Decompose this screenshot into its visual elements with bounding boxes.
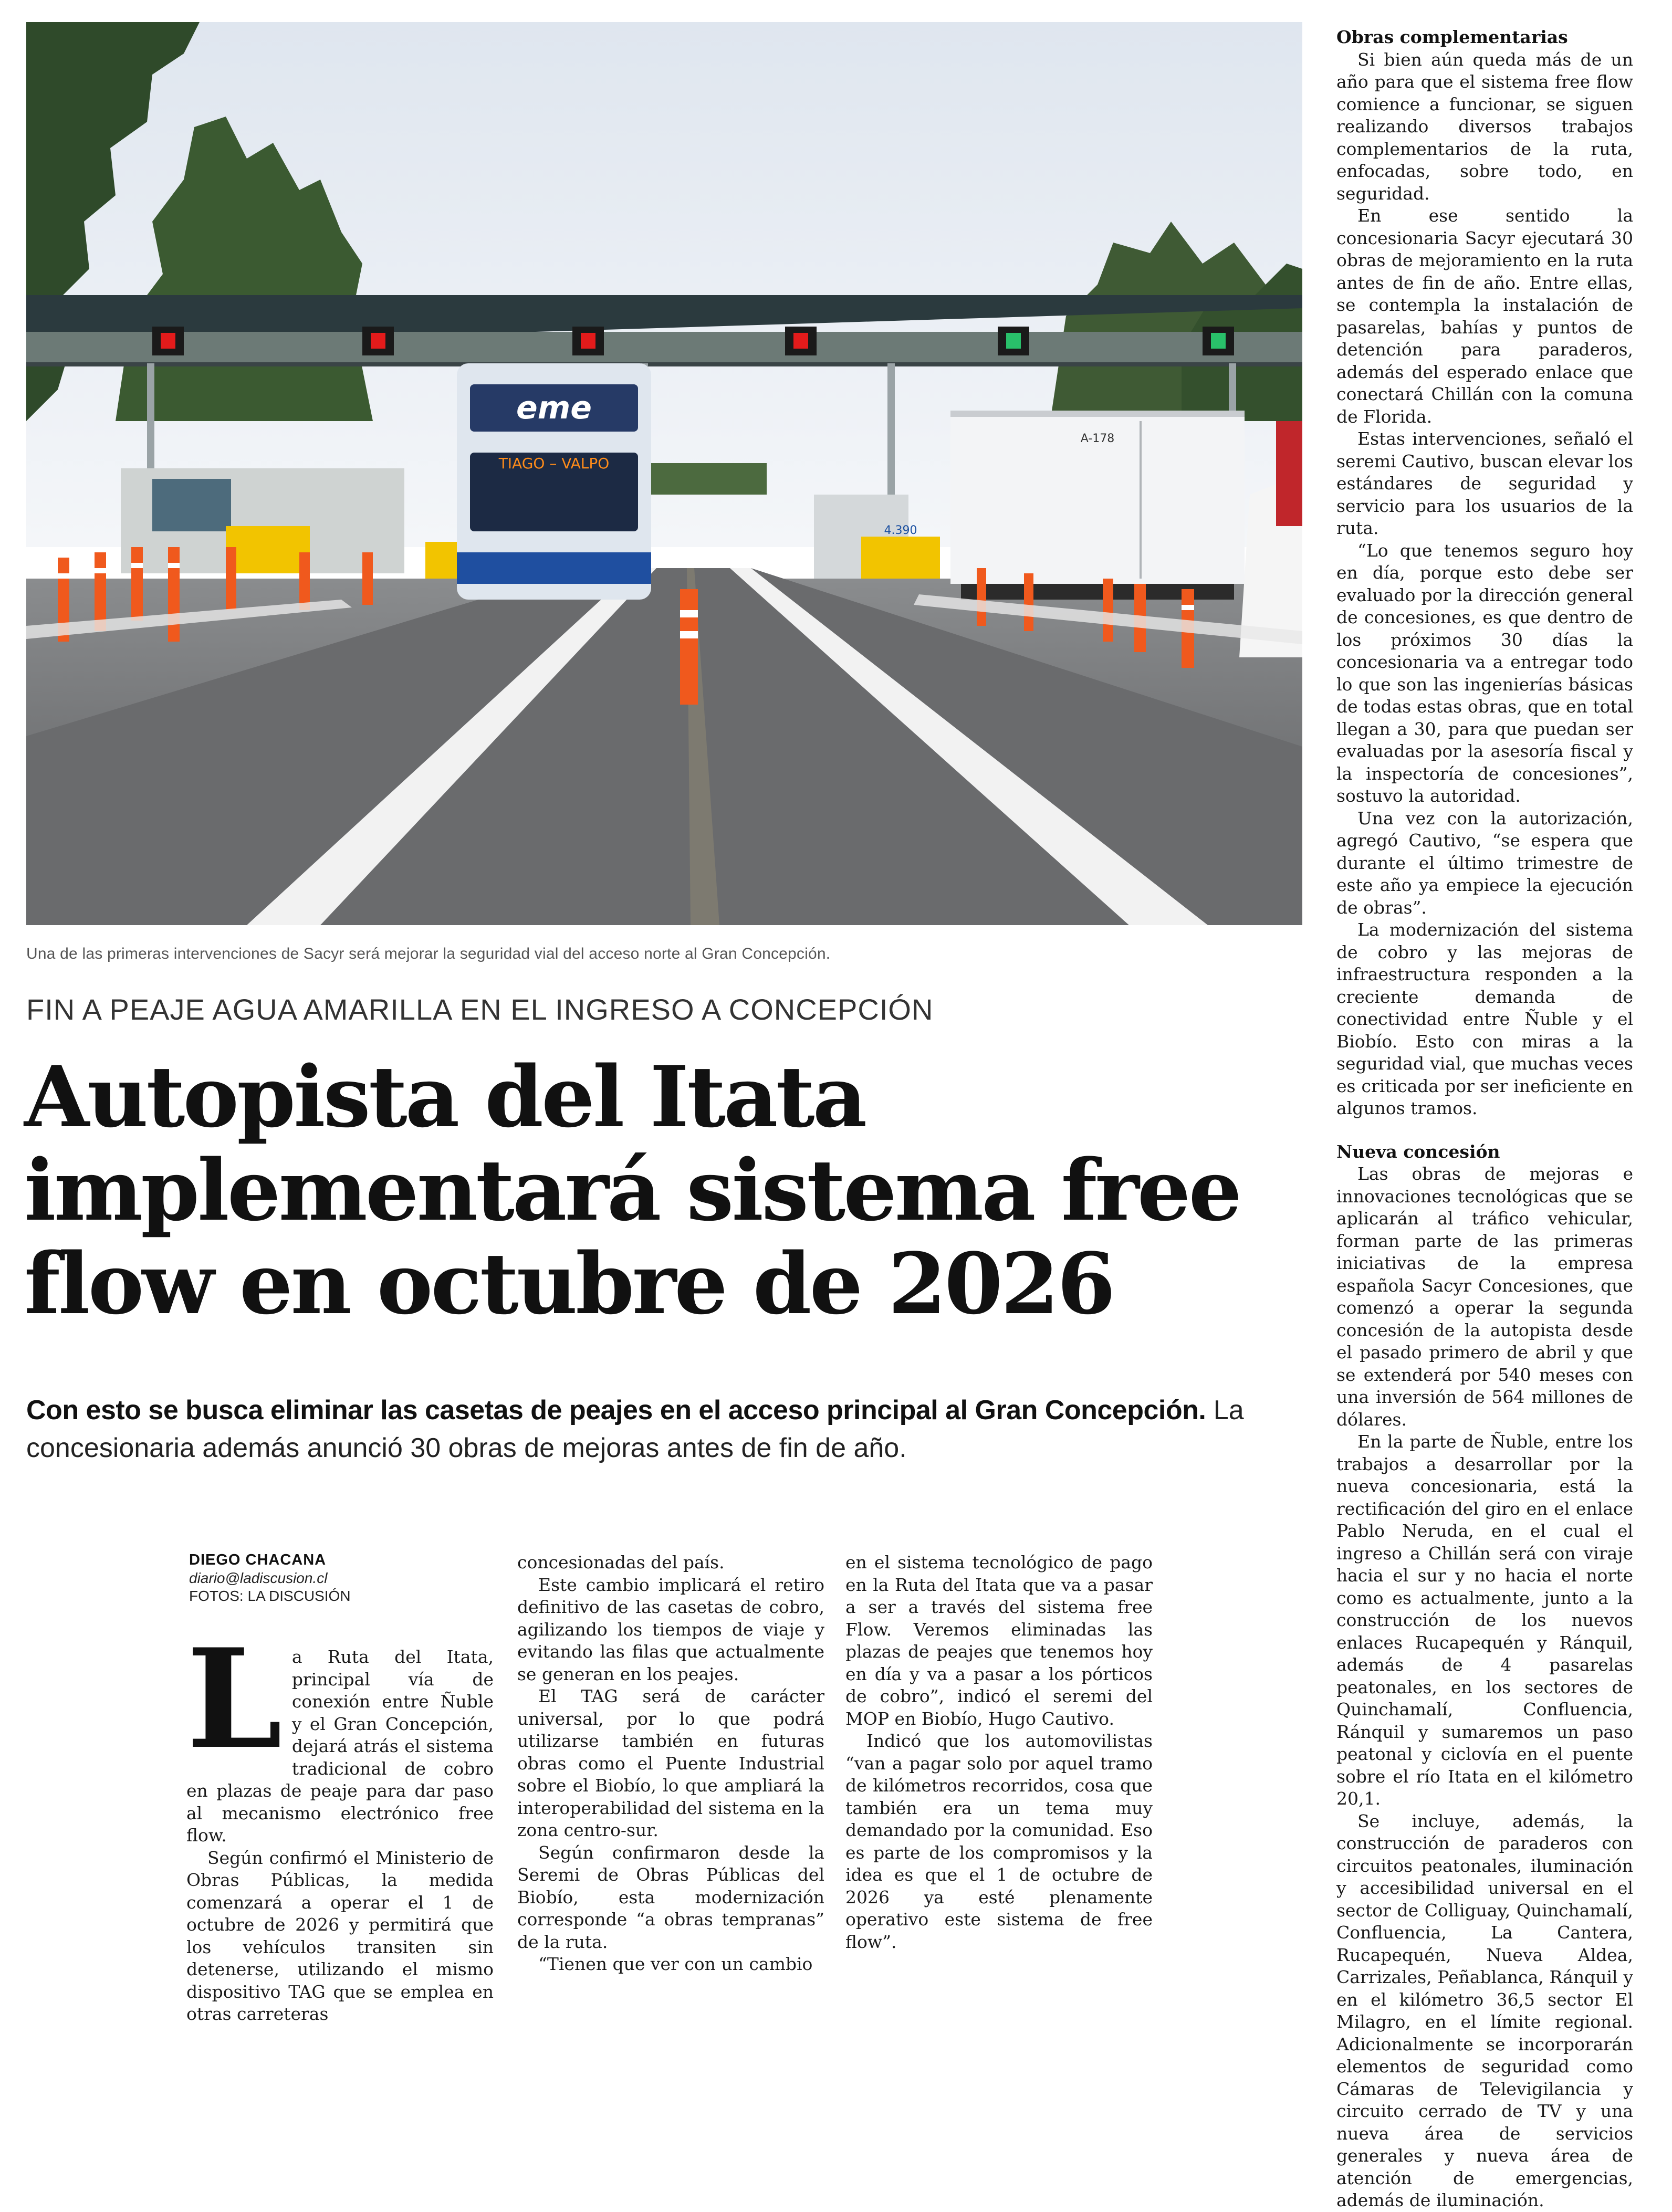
- paragraph: Indicó que los automovilistas “van a pagar solo por aquel tramo de kilómetros recorridos, cosa que también era un tema muy demandado por la comunidad. Eso es parte de los compromisos y la idea es que el 1 de octubre de 2026 ya esté plenamente operativo este sistema de free flow”.: [845, 1731, 1153, 1952]
- paragraph: “Tienen que ver con un cambio: [538, 1954, 813, 1974]
- paragraph: en el sistema tecnológico de pago en la Ruta del Itata que va a pasar a ser a través del sistema free Flow. Veremos eliminadas las plazas de peajes que tenemos hoy en día y va a pasar a los pórticos de cobro”, indicó el seremi del MOP en Biobío, Hugo Cautivo.: [845, 1552, 1153, 1729]
- subhead-obras: Obras complementarias: [1336, 27, 1568, 47]
- paragraph: “Lo que tenemos seguro hoy en día, porque esto debe ser evaluado por la dirección general de concesiones, es que dentro de los próximos 30 días la concesionaria va a entregar todo lo que son las ingenierías básicas de todas estas obras, que en total llegan a 30, para que puedan ser evaluadas por la asesoría fiscal y la inspectoría de concesiones”, sostuvo la autoridad.: [1336, 540, 1633, 806]
- photo-credit: FOTOS: LA DISCUSIÓN: [189, 1588, 351, 1604]
- author-email: diario@ladiscusion.cl: [189, 1570, 328, 1586]
- byline: [189, 1551, 483, 1605]
- deck-lead: Con esto se busca eliminar las casetas de peajes en el acceso principal al Gran Concepción.: [26, 1395, 1206, 1425]
- paragraph: Si bien aún queda más de un año para que el sistema free flow comience a funcionar, se siguen realizando diversos trabajos complementarios de la ruta, enfocadas, sobre todo, en seguridad.: [1336, 49, 1633, 204]
- body-column-4: [1336, 26, 1633, 2212]
- paragraph: Una vez con la autorización, agregó Cautivo, “se espera que durante el último trimestre de este año ya empiece la ejecución de obras”.: [1336, 808, 1633, 918]
- drop-cap: L: [186, 1619, 283, 1779]
- booth-sign: 4.390: [884, 524, 917, 537]
- paragraph: Según confirmó el Ministerio de Obras Públicas, la medida comenzará a operar el 1 de octubre de 2026 y permitirá que los vehículos transiten sin detenerse, utilizando el mismo dispositivo TAG que se emplea en otras carreteras: [186, 1847, 494, 2024]
- body-column-1: [186, 1619, 494, 2026]
- author-name: DIEGO CHACANA: [189, 1551, 327, 1568]
- paragraph: La modernización del sistema de cobro y las mejoras de infraestructura responden a la creciente demanda de conectividad entre Ñuble y el Biobío. Esto con miras a la seguridad vial, que muchas veces es criticada por ser ineficiente en algunos tramos.: [1336, 919, 1633, 1118]
- paragraph: Este cambio implicará el retiro definitivo de las casetas de cobro, agilizando los tiempos de viaje y evitando las filas que actualmente se generan en los peajes.: [517, 1574, 824, 1684]
- paragraph: Según confirmaron desde la Seremi de Obras Públicas del Biobío, esta modernización corresponde “a obras tempranas” de la ruta.: [517, 1842, 824, 1952]
- paragraph: Estas intervenciones, señaló el seremi Cautivo, buscan elevar los estándares de seguridad y servicio para los usuarios de la ruta.: [1336, 428, 1633, 538]
- deck: [26, 1391, 1302, 1467]
- paragraph: En la parte de Ñuble, entre los trabajos a desarrollar por la nueva concesionaria, está la rectificación del giro en el enlace Pablo Neruda, en el cual el ingreso a Chillán será con viraje hacia el sur y no hacia el norte como es actualmente, junto a la construcción de los nuevos enlaces Rucapequén y Ránquil, además de 4 pasarelas peatonales, en los sectores de Quinchamalí, Confluencia, Ránquil y sumaremos un paso peatonal y ciclovía en el puente sobre el río Itata en el kilómetro 20,1.: [1336, 1431, 1633, 1809]
- paragraph: Las obras de mejoras e innovaciones tecnológicas que se aplicarán al tráfico vehicular, forman parte de las primeras iniciativas de la empresa española Sacyr Concesiones, que comenzó a operar la segunda concesión de la autopista desde el pasado primero de abril y que se extenderá por 540 meses con una inversión de 564 millones de dólares.: [1336, 1163, 1633, 1430]
- deck-rest: La concesionaria además anunció 30 obras de mejoras antes de fin de año.: [26, 1395, 1244, 1463]
- headline: [24, 1047, 1316, 1333]
- truck-plate: A-178: [1080, 432, 1115, 445]
- body-column-2: [517, 1551, 824, 1976]
- headline-line-1: Autopista del Itata: [24, 1047, 865, 1146]
- bus-destination-sign: TIAGO – VALPO: [498, 455, 610, 472]
- paragraph: Se incluye, además, la construcción de paraderos con circuitos peatonales, iluminación y accesibilidad universal en el sector de Colliguay, Quinchamalí, Confluencia, La Cantera, Rucapequén, Nueva Aldea, Carrizales, Peñablanca, Ránquil y en el kilómetro 36,5 sector El Milagro, en el límite regional. Adicionalmente se incorporarán elementos de seguridad como Cámaras de Televigilancia y circuito cerrado de TV y una nueva área de servicios generales y nueva área de atención de emergencias, además de iluminación.: [1336, 1810, 1633, 2210]
- headline-line-2: implementará sistema free: [24, 1141, 1240, 1240]
- kicker: FIN A PEAJE AGUA AMARILLA EN EL INGRESO A CONCEPCIÓN: [26, 993, 934, 1026]
- bus-brand-label: eme: [516, 390, 592, 426]
- subhead-nueva: Nueva concesión: [1336, 1141, 1500, 1162]
- toll-plaza-photo: [26, 22, 1302, 925]
- paragraph: concesionadas del país.: [517, 1552, 725, 1572]
- body-column-3: [845, 1551, 1153, 1953]
- headline-line-3: flow en octubre de 2026: [24, 1234, 1114, 1333]
- paragraph: a Ruta del Itata, principal vía de conexión entre Ñuble y el Gran Concepción, dejará atrás el sistema tradicional de cobro en plazas de peaje para dar paso al mecanismo electrónico free flow.: [186, 1647, 494, 1846]
- paragraph: En ese sentido la concesionaria Sacyr ejecutará 30 obras de mejoramiento en la ruta antes de fin de año. Entre ellas, se contempla la instalación de pasarelas, bahías y puntos de detención para paraderos, además del esperado enlace que conectará Chillán con la comuna de Florida.: [1336, 205, 1633, 427]
- paragraph: El TAG será de carácter universal, por lo que podrá utilizarse también en futuras obras como el Puente Industrial sobre el Biobío, lo que ampliará la interoperabilidad del sistema en la zona centro-sur.: [517, 1686, 824, 1840]
- photo-caption: Una de las primeras intervenciones de Sacyr será mejorar la seguridad vial del acceso norte al Gran Concepción.: [26, 945, 831, 962]
